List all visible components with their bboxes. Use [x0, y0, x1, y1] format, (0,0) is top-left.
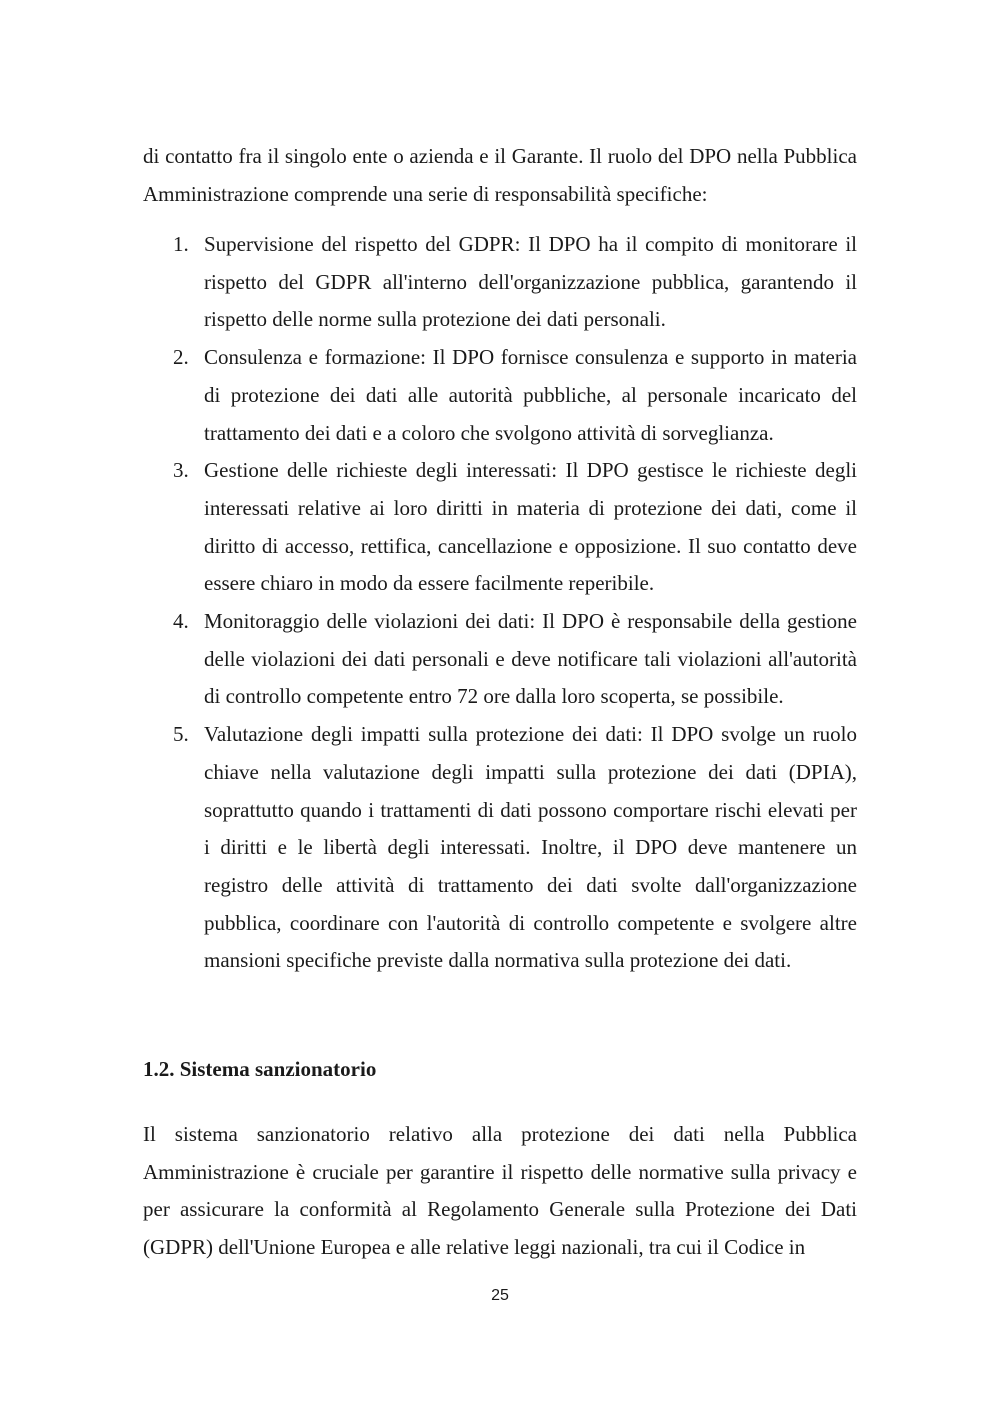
- list-item-text: Supervisione del rispetto del GDPR: Il DPO ha il compito di monitorare il rispetto del GDPR all'interno dell'organizzazione pubblica, garantendo il rispetto delle norme sulla protezione dei dati personali.: [204, 232, 857, 332]
- list-item-number: 4.: [173, 609, 189, 634]
- intro-paragraph: di contatto fra il singolo ente o azienda e il Garante. Il ruolo del DPO nella Pubblica Amministrazione comprende una serie di responsabilità specifiche:: [143, 144, 857, 206]
- list-item: [143, 339, 857, 452]
- responsibilities-list: [143, 226, 857, 980]
- list-item: [143, 716, 857, 980]
- list-item-text: Valutazione degli impatti sulla protezione dei dati: Il DPO svolge un ruolo chiave nella valutazione degli impatti sulla protezione dei dati (DPIA), soprattutto quando i trattamenti di dati possono comportare rischi elevati per i diritti e le libertà degli interessati. Inoltre, il DPO deve mantenere un registro delle attività di trattamento dei dati svolte dall'organizzazione pubblica, coordinare con l'autorità di controllo competente e svolgere altre mansioni specifiche previste dalla normativa sulla protezione dei dati.: [204, 722, 857, 973]
- list-item-number: 5.: [173, 722, 189, 747]
- list-item-number: 2.: [173, 345, 189, 370]
- list-item-number: 1.: [173, 232, 189, 256]
- list-item: [143, 226, 857, 339]
- list-item-text: Monitoraggio delle violazioni dei dati: Il DPO è responsabile della gestione delle violazioni dei dati personali e deve notificare tali violazioni all'autorità di controllo competente entro 72 ore dalla loro scoperta, se possibile.: [204, 609, 857, 709]
- list-item: [143, 603, 857, 716]
- page-number: 25: [491, 1287, 509, 1304]
- section-heading: 1.2. Sistema sanzionatorio: [143, 1057, 377, 1081]
- section-paragraph: Il sistema sanzionatorio relativo alla protezione dei dati nella Pubblica Amministrazione è cruciale per garantire il rispetto delle normative sulla privacy e per assicurare la conformità al Regolamento Generale sulla Protezione dei Dati (GDPR) dell'Unione Europea e alle relative leggi nazionali, tra cui il Codice in: [143, 1122, 857, 1260]
- list-item: [143, 452, 857, 603]
- list-item-number: 3.: [173, 458, 189, 483]
- list-item-text: Consulenza e formazione: Il DPO fornisce consulenza e supporto in materia di protezione dei dati alle autorità pubbliche, al personale incaricato del trattamento dei dati e a coloro che svolgono attività di sorveglianza.: [204, 345, 857, 445]
- list-item-text: Gestione delle richieste degli interessati: Il DPO gestisce le richieste degli interessati relative ai loro diritti in materia di protezione dei dati, come il diritto di accesso, rettifica, cancellazione e opposizione. Il suo contatto deve essere chiaro in modo da essere facilmente reperibile.: [204, 458, 857, 596]
